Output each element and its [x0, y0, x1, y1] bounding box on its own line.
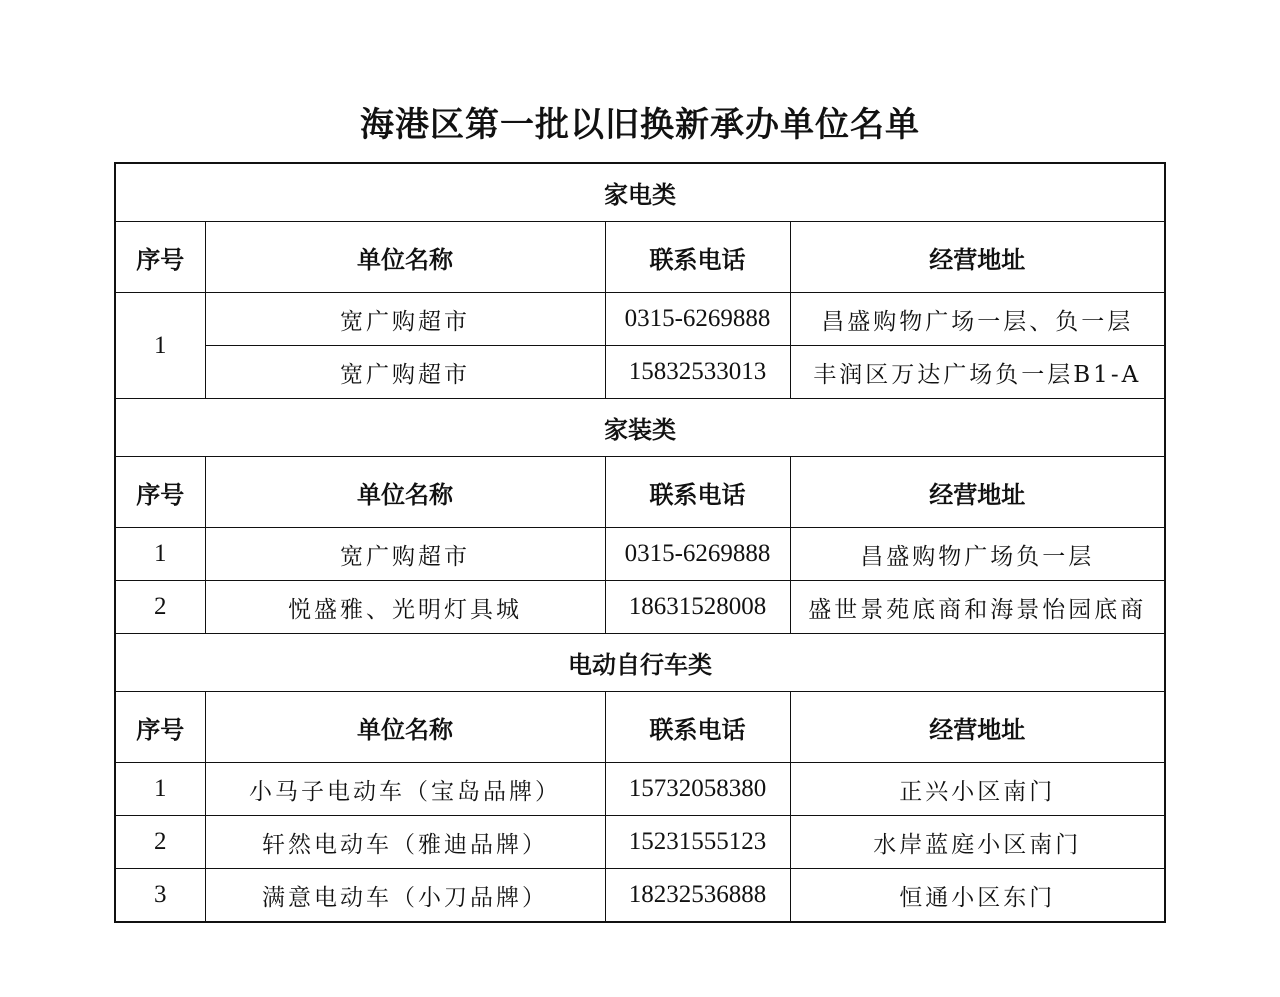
address: 盛世景苑底商和海景怡园底商: [790, 581, 1165, 634]
header-no: 序号: [115, 222, 205, 293]
header-name: 单位名称: [205, 692, 605, 763]
unit-name: 小马子电动车（宝岛品牌）: [205, 763, 605, 816]
header-phone: 联系电话: [605, 692, 790, 763]
header-address: 经营地址: [790, 457, 1165, 528]
row-no: 2: [115, 581, 205, 634]
row-no: 3: [115, 869, 205, 923]
unit-name: 轩然电动车（雅迪品牌）: [205, 816, 605, 869]
category-label: 家装类: [115, 399, 1165, 457]
header-address: 经营地址: [790, 222, 1165, 293]
unit-name: 满意电动车（小刀品牌）: [205, 869, 605, 923]
address: 正兴小区南门: [790, 763, 1165, 816]
unit-name: 悦盛雅、光明灯具城: [205, 581, 605, 634]
unit-name: 宽广购超市: [205, 293, 605, 346]
header-address: 经营地址: [790, 692, 1165, 763]
header-row: [115, 692, 1165, 763]
row-no: 1: [115, 528, 205, 581]
row-no: 2: [115, 816, 205, 869]
header-no: 序号: [115, 457, 205, 528]
phone-number: 0315-6269888: [605, 528, 790, 581]
table-row: [115, 528, 1165, 581]
unit-list-table: [114, 162, 1166, 923]
category-row: [115, 399, 1165, 457]
category-label: 家电类: [115, 163, 1165, 222]
header-name: 单位名称: [205, 457, 605, 528]
address: 昌盛购物广场一层、负一层: [790, 293, 1165, 346]
category-row: [115, 634, 1165, 692]
phone-number: 18631528008: [605, 581, 790, 634]
table-row: [115, 581, 1165, 634]
table-row: [115, 763, 1165, 816]
row-no: 1: [115, 293, 205, 399]
phone-number: 18232536888: [605, 869, 790, 923]
header-no: 序号: [115, 692, 205, 763]
phone-number: 0315-6269888: [605, 293, 790, 346]
header-row: [115, 222, 1165, 293]
category-row: [115, 163, 1165, 222]
address: 丰润区万达广场负一层B1-A: [790, 346, 1165, 399]
header-name: 单位名称: [205, 222, 605, 293]
table-row: [115, 346, 1165, 399]
table-row: [115, 816, 1165, 869]
address: 水岸蓝庭小区南门: [790, 816, 1165, 869]
page-title: 海港区第一批以旧换新承办单位名单: [360, 105, 920, 145]
category-label: 电动自行车类: [115, 634, 1165, 692]
table-row: [115, 293, 1165, 346]
header-phone: 联系电话: [605, 222, 790, 293]
table-row: [115, 869, 1165, 923]
address: 昌盛购物广场负一层: [790, 528, 1165, 581]
unit-name: 宽广购超市: [205, 346, 605, 399]
header-row: [115, 457, 1165, 528]
unit-name: 宽广购超市: [205, 528, 605, 581]
phone-number: 15732058380: [605, 763, 790, 816]
phone-number: 15832533013: [605, 346, 790, 399]
header-phone: 联系电话: [605, 457, 790, 528]
address: 恒通小区东门: [790, 869, 1165, 923]
row-no: 1: [115, 763, 205, 816]
phone-number: 15231555123: [605, 816, 790, 869]
